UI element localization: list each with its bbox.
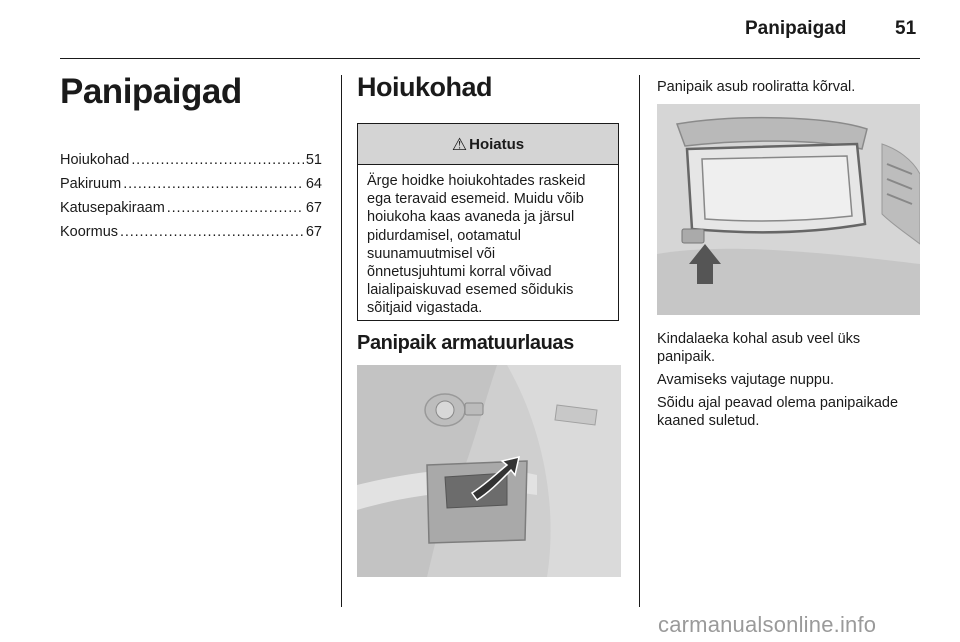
warning-text [358, 165, 618, 318]
warning-triangle-icon: ⚠ [451, 134, 468, 154]
paragraph-line: Sõidu ajal peavad olema panipaikade [657, 395, 899, 411]
paragraph-line: Kindalaeka kohal asub veel üks [657, 331, 861, 347]
paragraph-intro: Panipaik asub rooliratta kõrval. [657, 79, 856, 95]
toc-leader-dots [167, 198, 304, 218]
column-divider-2 [639, 75, 640, 607]
paragraph-line: kaaned suletud. [657, 413, 760, 429]
page-number: 51 [895, 18, 917, 39]
toc-entry-label: Hoiukohad [60, 152, 130, 168]
toc-entry[interactable] [60, 150, 322, 174]
toc-entry-page: 51 [305, 152, 322, 168]
toc-entry-page: 67 [305, 224, 322, 240]
toc-entry[interactable] [60, 222, 322, 246]
warning-line: pidurdamisel, ootamatul [367, 227, 521, 244]
warning-box [357, 123, 619, 321]
toc-entry-label: Pakiruum [60, 176, 122, 192]
section-title: Hoiukohad [357, 72, 492, 102]
watermark: carmanualsonline.info [658, 612, 877, 637]
toc-leader-dots [120, 222, 304, 242]
warning-line: õnnetusjuhtumi korral võivad [367, 264, 552, 281]
chapter-title: Panipaigad [60, 72, 242, 111]
toc-entry[interactable] [60, 174, 322, 198]
table-of-contents [60, 150, 322, 246]
warning-line: laialipaiskuvad esemed sõidukis [367, 282, 574, 299]
steering-wheel-storage-illustration [657, 104, 920, 315]
toc-leader-dots [123, 174, 304, 194]
warning-line: suunamuutmisel või [367, 245, 496, 262]
paragraph-driving [657, 394, 925, 430]
header-rule [60, 58, 920, 59]
toc-leader-dots [131, 150, 304, 170]
toc-entry-page: 64 [305, 176, 322, 192]
warning-line: Ärge hoidke hoiukohtades raskeid [367, 173, 586, 189]
warning-title: Hoiatus [469, 135, 525, 153]
subsection-title: Panipaik armatuurlauas [357, 332, 574, 354]
toc-entry-label: Koormus [60, 224, 119, 240]
paragraph-line: panipaik. [657, 349, 716, 365]
warning-line: hoiukoha kaas avaneda ja järsul [367, 209, 575, 226]
paragraph-open: Avamiseks vajutage nuppu. [657, 372, 835, 388]
running-header-title: Panipaigad [745, 18, 847, 39]
warning-header [358, 124, 618, 165]
warning-line: sõitjaid vigastada. [367, 300, 483, 317]
toc-entry-page: 67 [305, 200, 322, 216]
warning-line: ega teravaid esemeid. Muidu võib [367, 191, 584, 208]
toc-entry[interactable] [60, 198, 322, 222]
dashboard-storage-illustration [357, 365, 621, 577]
column-divider-1 [341, 75, 342, 607]
paragraph-glovebox [657, 330, 925, 366]
toc-entry-label: Katusepakiraam [60, 200, 165, 216]
